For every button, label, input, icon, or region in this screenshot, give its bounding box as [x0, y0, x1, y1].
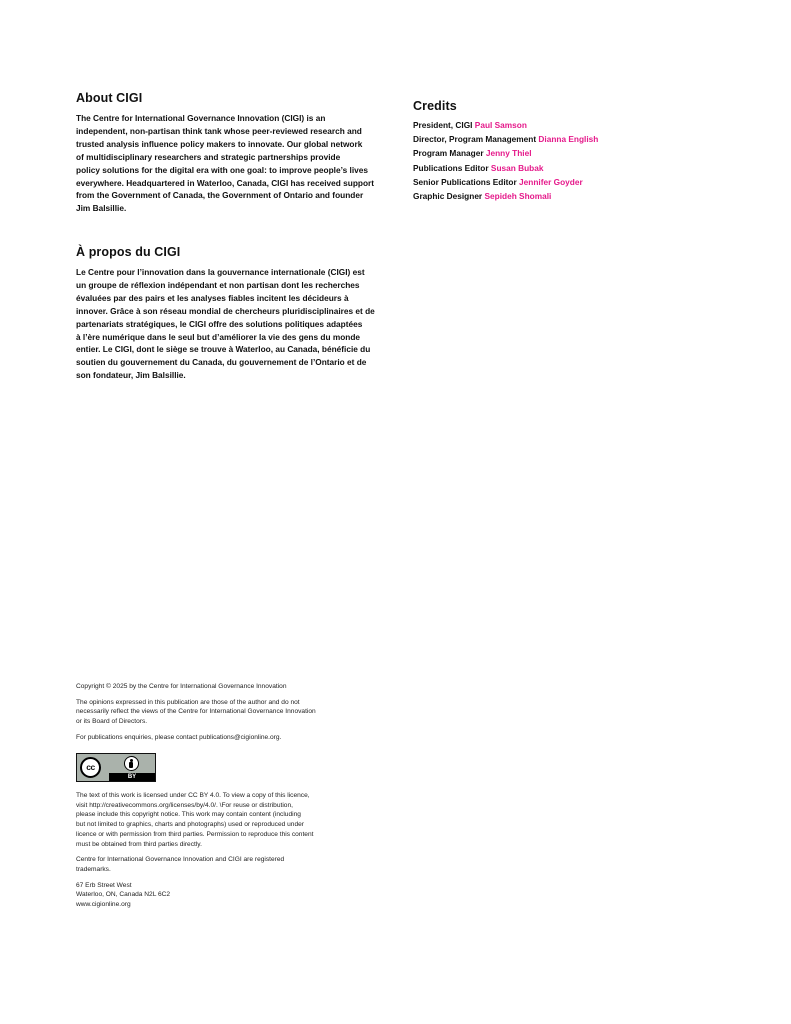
credit-role: Senior Publications Editor	[413, 176, 517, 187]
credits-heading: Credits	[413, 99, 457, 113]
credits-section	[413, 99, 713, 203]
a-propos-heading: À propos du CIGI	[76, 245, 181, 259]
address-street: 67 Erb Street West	[76, 881, 132, 889]
credit-publications-editor	[413, 161, 713, 175]
credit-role: Graphic Designer	[413, 191, 483, 202]
credit-president	[413, 118, 713, 132]
credit-role: Publications Editor	[413, 162, 489, 173]
cc-icon: cc	[80, 757, 101, 778]
credit-role: Director, Program Management	[413, 134, 537, 145]
about-cigi-heading: About CIGI	[76, 91, 143, 105]
trademark-text: Centre for International Governance Innovation and CIGI are registered trademarks.	[76, 856, 285, 873]
about-cigi-body: The Centre for International Governance Innovation (CIGI) is an independent, non-partisan think tank whose peer-reviewed research and trusted analysis influence policy makers to innovate. Our global network of multidisciplinary researchers and strategic partnerships provide policy solutions for the digital era with one goal: to improve people’s lives everywhere. Headquartered in Waterloo, Canada, CIGI has received support from the Government of Canada, the Government of Ontario and founder Jim Balsillie.	[76, 113, 375, 214]
attribution-person-icon	[124, 756, 139, 771]
opinions-disclaimer: The opinions expressed in this publication are those of the author and do not necessarily reflect the views of the Centre for International Governance Innovation or its Board of Directors.	[76, 698, 316, 726]
credit-name: Dianna English	[538, 134, 599, 145]
credit-graphic-designer	[413, 189, 713, 203]
credit-name: Jennifer Goyder	[519, 176, 583, 187]
enquiries-note: For publications enquiries, please contact publications@cigionline.org.	[76, 733, 282, 741]
address-city: Waterloo, ON, Canada N2L 6C2	[76, 891, 171, 899]
a-propos-body: Le Centre pour l’innovation dans la gouvernance internationale (CIGI) est un groupe de réflexion indépendant et non partisan dont les recherches évaluées par des pairs et les analyses fiables incitent les décideurs à innover. Grâce à son réseau mondial de chercheurs pluridisciplinaires et de partenariats stratégiques, le CIGI offre des solutions politiques adaptées à l’ère numérique dans le seul but d’améliorer la vie des gens du monde entier. Le CIGI, dont le siège se trouve à Waterloo, au Canada, bénéficie du soutien du gouvernement du Canada, du gouvernement de l’Ontario et de son fondateur, Jim Balsillie.	[76, 267, 375, 381]
credit-name: Susan Bubak	[490, 162, 544, 173]
credit-role: Program Manager	[413, 148, 484, 159]
credit-senior-publications-editor	[413, 175, 713, 189]
a-propos-section	[76, 245, 386, 382]
website-link[interactable]: www.cigionline.org	[76, 901, 131, 909]
license-text: The text of this work is licensed under CC BY 4.0. To view a copy of this licence, visit http://creativecommons.org/licenses/by/4.0/. \For reuse or distribution, please include this copyright notice. This work may contain content (including but not limited to graphics, charts and photographs) used or reproduced under licence or with permission from third parties. Permission to reproduce this content must be obtained from third parties directly.	[76, 792, 314, 848]
credit-name: Paul Samson	[474, 120, 527, 130]
credit-program-manager	[413, 146, 713, 160]
cc-by-license-badge	[76, 753, 156, 782]
credit-name: Sepideh Shomali	[484, 191, 552, 202]
copyright-notice: Copyright © 2025 by the Centre for International Governance Innovation	[76, 683, 287, 690]
license-section	[76, 791, 366, 910]
by-label: BY	[127, 774, 137, 780]
credit-role: President, CIGI	[413, 120, 473, 130]
credit-director	[413, 132, 713, 146]
credit-name: Jenny Thiel	[485, 148, 532, 159]
about-cigi-section	[76, 91, 386, 215]
legal-section	[76, 682, 366, 743]
